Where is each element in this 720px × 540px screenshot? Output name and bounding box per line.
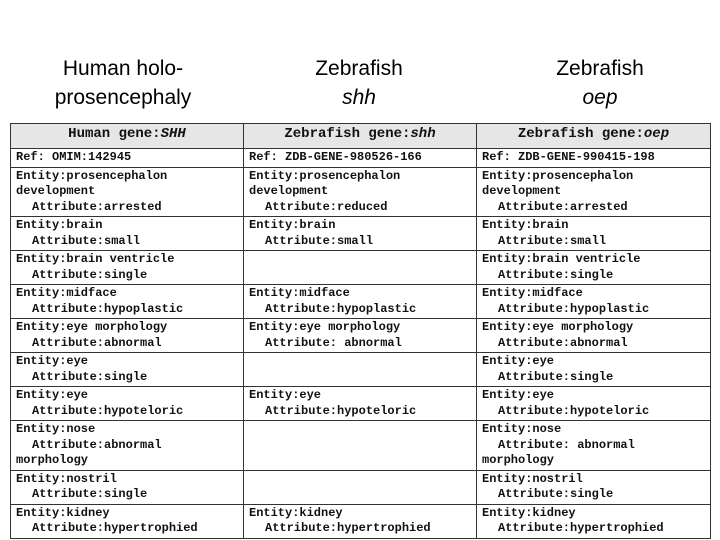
attribute-continuation: morphology [16,453,89,467]
entity-text: Entity:eye [482,388,555,402]
entity-text: Entity:midface [249,286,350,300]
attribute-text: Attribute: abnormal [265,335,402,350]
phenotype-row [11,421,711,471]
entity-text: Entity:kidney [482,505,576,520]
heading-zebrafish-shh [259,54,459,112]
phenotype-cell [11,421,244,471]
attribute-text: Attribute:reduced [265,199,388,214]
gene-name: oep [643,126,670,142]
phenotype-row [11,353,711,387]
phenotype-cell [244,421,477,471]
ref-row [11,149,711,168]
attribute-text: Attribute:single [498,487,614,501]
phenotype-cell [244,251,477,285]
entity-text: Entity:eye [249,388,322,402]
attribute-text: Attribute:single [498,369,614,384]
entity-text: Entity:eye morphology [16,320,168,334]
phenotype-row [11,504,711,538]
gene-name: shh [410,126,436,142]
attribute-text: Attribute:small [498,233,607,248]
ref-cell: Ref: ZDB-GENE-990415-198 [477,149,711,168]
ref-cell: Ref: ZDB-GENE-980526-166 [244,149,477,168]
phenotype-cell [477,217,711,251]
phenotype-cell [244,217,477,251]
phenotype-cell [11,470,244,504]
phenotype-table [10,123,711,539]
entity-text: Entity:prosencephalon development [249,168,401,198]
attribute-text: Attribute: abnormal [498,437,635,452]
entity-text: Entity:brain [16,218,103,232]
phenotype-cell [244,167,477,217]
ref-cell: Ref: OMIM:142945 [11,149,244,168]
phenotype-cell [477,387,711,421]
attribute-text: Attribute:hypoteloric [265,403,417,418]
phenotype-row [11,285,711,319]
attribute-text: Attribute:hypoteloric [498,403,650,418]
entity-text: Entity:nose [16,422,96,436]
entity-text: Entity:brain ventricle [482,252,641,266]
entity-text: Entity:nostril [482,471,583,486]
phenotype-cell [477,353,711,387]
entity-text: Entity:brain [249,218,336,232]
gene-prefix: Zebrafish gene: [517,126,644,142]
attribute-text: Attribute:small [32,233,141,248]
phenotype-row [11,319,711,353]
entity-text: Entity:kidney [249,505,343,520]
gene-header-oep [477,124,711,149]
heading-human [23,54,223,112]
phenotype-cell [244,470,477,504]
attribute-text: Attribute:hypoteloric [32,403,184,418]
attribute-text: Attribute:arrested [498,199,628,214]
gene-name: SHH [160,126,186,142]
phenotype-row [11,387,711,421]
entity-text: Entity:eye [16,388,89,402]
attribute-text: Attribute:hypoplastic [32,301,184,316]
entity-text: Entity:prosencephalon development [482,168,634,198]
entity-text: Entity:eye morphology [482,320,634,334]
phenotype-cell [477,470,711,504]
entity-text: Entity:eye [482,354,555,368]
phenotype-row [11,251,711,285]
attribute-continuation: morphology [482,453,555,467]
entity-text: Entity:nose [482,422,562,436]
phenotype-cell [11,504,244,538]
heading-zebrafish-oep [500,54,700,112]
entity-text: Entity:midface [482,286,583,300]
attribute-text: Attribute:small [265,233,374,248]
phenotype-cell [11,353,244,387]
phenotype-table-body [11,149,711,539]
attribute-text: Attribute:single [32,487,148,501]
phenotype-cell [244,504,477,538]
entity-text: Entity:brain ventricle [16,252,175,266]
phenotype-cell [477,285,711,319]
phenotype-cell [477,251,711,285]
heading-shh-line2: shh [342,86,376,109]
phenotype-cell [11,285,244,319]
gene-header-human [11,124,244,149]
phenotype-row [11,470,711,504]
phenotype-cell [244,285,477,319]
attribute-text: Attribute:abnormal [32,335,162,350]
attribute-text: Attribute:abnormal [498,335,628,350]
phenotype-cell [244,353,477,387]
phenotype-cell [11,387,244,421]
attribute-text: Attribute:abnormal [32,437,162,452]
attribute-text: Attribute:hypertrophied [498,521,664,535]
attribute-text: Attribute:arrested [32,199,162,214]
heading-oep-line1: Zebrafish [556,57,644,80]
heading-human-line2: prosencephaly [54,86,192,109]
entity-text: Entity:brain [482,218,569,232]
phenotype-cell [11,319,244,353]
gene-header-shh [244,124,477,149]
entity-text: Entity:eye [16,354,89,368]
entity-text: Entity:midface [16,286,117,300]
phenotype-cell [11,251,244,285]
phenotype-row [11,217,711,251]
phenotype-cell [11,167,244,217]
attribute-text: Attribute:hypertrophied [32,521,198,535]
heading-oep-line2: oep [582,86,618,109]
entity-text: Entity:prosencephalon development [16,168,168,198]
phenotype-row [11,167,711,217]
phenotype-cell [11,217,244,251]
phenotype-cell [477,319,711,353]
gene-prefix: Human gene: [68,126,161,142]
gene-header-row [11,124,711,149]
attribute-text: Attribute:single [498,267,614,282]
heading-human-line1: Human holo- [62,57,184,80]
attribute-text: Attribute:single [32,267,148,282]
phenotype-cell [244,319,477,353]
entity-text: Entity:kidney [16,505,110,520]
gene-prefix: Zebrafish gene: [284,126,411,142]
entity-text: Entity:nostril [16,471,117,486]
heading-shh-line1: Zebrafish [315,57,403,80]
phenotype-cell [477,421,711,471]
attribute-text: Attribute:hypertrophied [265,521,431,535]
attribute-text: Attribute:hypoplastic [265,301,417,316]
phenotype-cell [477,167,711,217]
entity-text: Entity:eye morphology [249,320,401,334]
attribute-text: Attribute:hypoplastic [498,301,650,316]
attribute-text: Attribute:single [32,369,148,384]
phenotype-cell [244,387,477,421]
phenotype-cell [477,504,711,538]
